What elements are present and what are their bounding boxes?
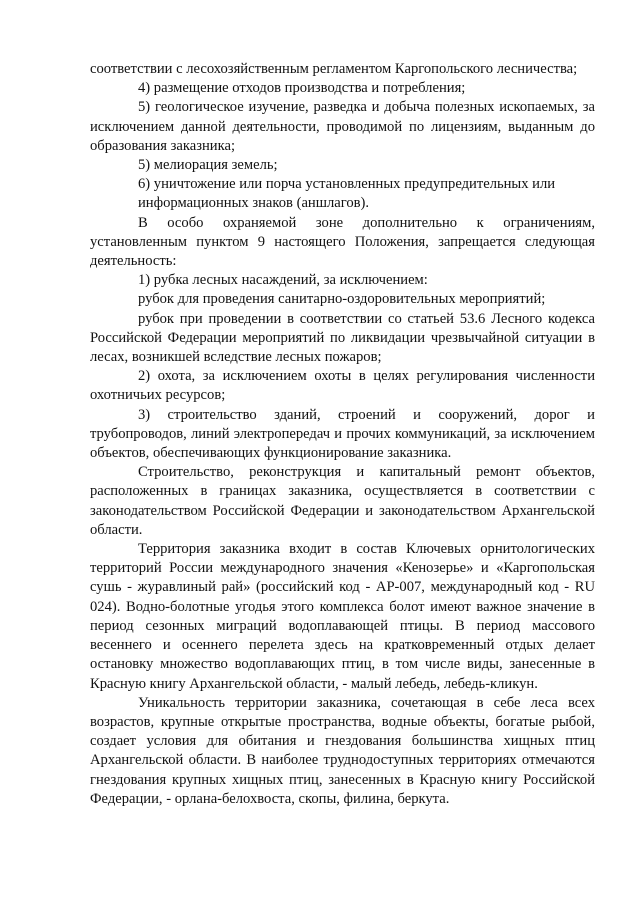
- paragraph-uniqueness: Уникальность территории заказника, сочетающая в себе леса всех возрастов, крупные открытые пространства, водные объекты, богатые рыбой, создает условия для обитания и гнездования большинства хищных птиц Архангельской области. В наиболее труднодоступных территориях отмечаются гнездования крупных хищных птиц, занесенных в Красную книгу Российской Федерации, - орлана-белохвоста, скопы, филина, беркута.: [90, 694, 595, 807]
- list-item-land-reclamation: 5) мелиорация земель;: [138, 157, 278, 174]
- list-item-forest-cutting: 1) рубка лесных насаждений, за исключением:: [138, 272, 428, 289]
- paragraph-construction-rules: Строительство, реконструкция и капитальный ремонт объектов, расположенных в границах заказника, осуществляется в соответствии с законодательством Российской Федерации и законодательством Архангельской области.: [90, 464, 595, 538]
- sub-item-sanitary-cutting: рубок для проведения санитарно-оздоровительных мероприятий;: [138, 291, 546, 308]
- list-item-geological-study: 5) геологическое изучение, разведка и добыча полезных ископаемых, за исключением данной деятельности, проводимой по лицензиям, выданным до образования заказника;: [90, 99, 595, 154]
- paragraph-ornithological-territory: Территория заказника входит в состав Ключевых орнитологических территорий России международного значения «Кенозерье» и «Каргопольская сушь - журавлиный рай» (российский код - АР-007, международный код - RU 024). Водно-болотные угодья этого комплекса болот имеют важное значение в период сезонных миграций водоплавающей птицы. В период массового весеннего и осеннего перелета здесь на кратковременный отдых делает остановку множество водоплавающих птиц, в том числе виды, занесенные в Красную книгу Архангельской области, - малый лебедь, лебедь-кликун.: [90, 541, 595, 692]
- sub-item-emergency-cutting: рубок при проведении в соответствии со статьей 53.6 Лесного кодекса Российской Федерации мероприятий по ликвидации чрезвычайной ситуации в лесах, возникшей вследствие лесных пожаров;: [90, 310, 595, 366]
- list-item-hunting: 2) охота, за исключением охоты в целях регулирования численности охотничьих ресурсов;: [90, 368, 595, 404]
- list-item-construction: 3) строительство зданий, строений и сооружений, дорог и трубопроводов, линий электропередач и прочих коммуникаций, за исключением объектов, обеспечивающих функционирование заказника.: [90, 406, 595, 462]
- document-body: [90, 60, 595, 809]
- list-item-signs-destruction: 6) уничтожение или порча установленных предупредительных или информационных знаков (аншлагов).: [138, 176, 556, 212]
- paragraph-protected-zone: В особо охраняемой зоне дополнительно к ограничениям, установленным пунктом 9 настоящего Положения, запрещается следующая деятельность:: [90, 214, 595, 270]
- list-item-waste-placement: 4) размещение отходов производства и потребления;: [138, 80, 466, 97]
- paragraph-continuation: соответствии с лесохозяйственным регламентом Каргопольского лесничества;: [90, 61, 578, 77]
